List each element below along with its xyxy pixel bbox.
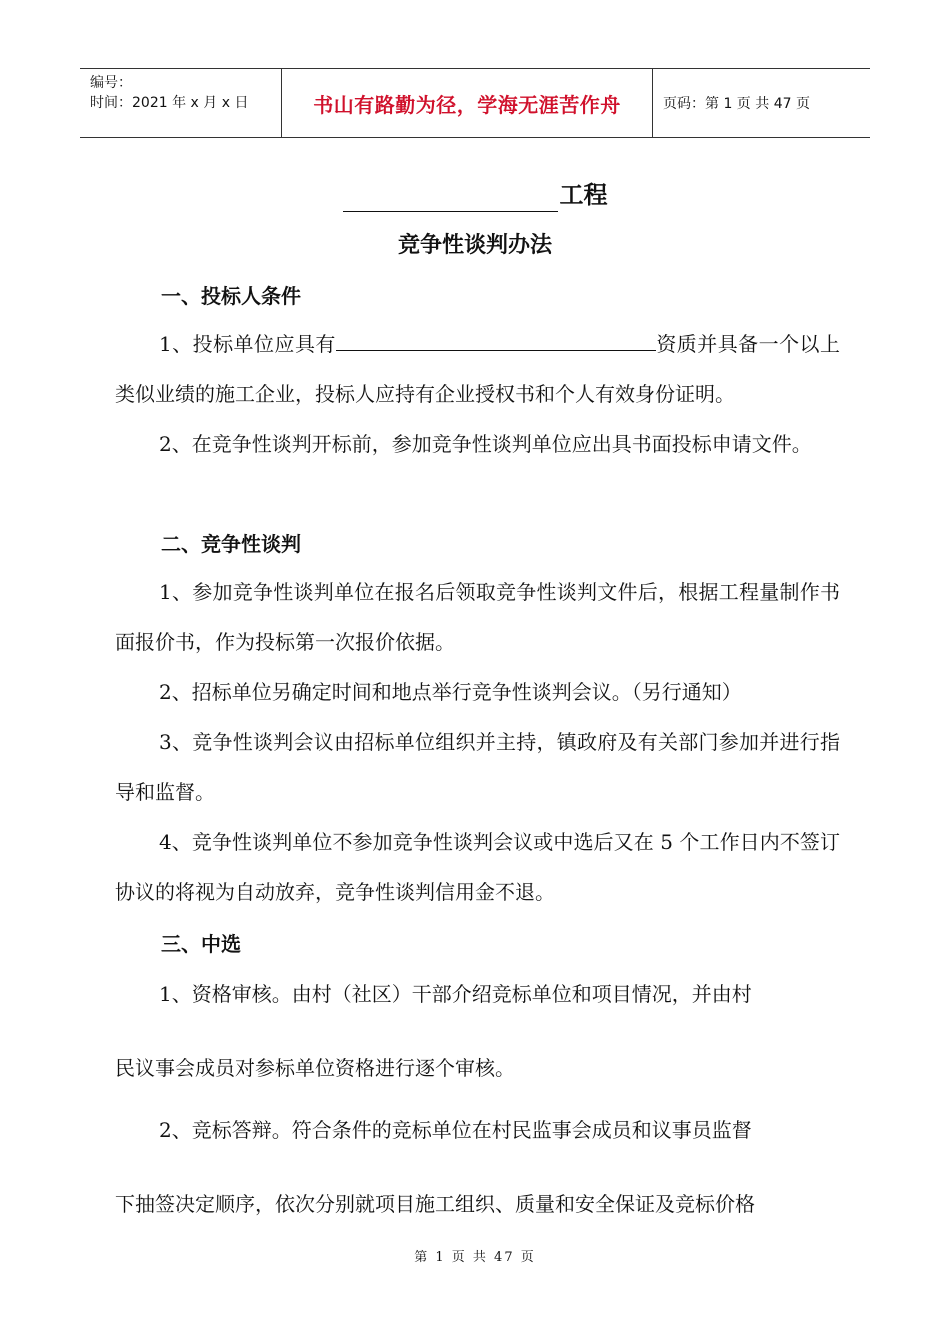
section-heading-2: 二、竞争性谈判 [161, 532, 301, 556]
section-2-paragraph-3: 3、竞争性谈判会议由招标单位组织并主持，镇政府及有关部门参加并进行指导和监督。 [115, 730, 840, 804]
paragraph-text: 资质并具备一个以上类似业绩的施工企业，投标人应持有企业授权书和个人有效身份证明。 [115, 332, 840, 406]
page-footer: 第 1 页 共 47 页 [414, 1250, 536, 1265]
section-3-paragraph-1-line-1: 1、资格审核。由村（社区）干部介绍竞标单位和项目情况，并由村 [159, 982, 752, 1006]
header-motto: 书山有路勤为径，学海无涯苦作舟 [282, 69, 653, 137]
section-3-paragraph-1-line-2: 民议事会成员对参标单位资格进行逐个审核。 [115, 1056, 515, 1080]
title-suffix: 工程 [559, 181, 608, 209]
time-label: 时间：2021 年 x 月 x 日 [90, 95, 249, 111]
section-1-paragraph-2: 2、在竞争性谈判开标前，参加竞争性谈判单位应出具书面投标申请文件。 [159, 432, 812, 456]
section-3-paragraph-2-line-1: 2、竞标答辩。符合条件的竞标单位在村民监事会成员和议事员监督 [159, 1118, 752, 1142]
number-label: 编号： [90, 75, 132, 91]
section-heading-3: 三、中选 [161, 932, 241, 956]
section-2-paragraph-2: 2、招标单位另确定时间和地点举行竞争性谈判会议。（另行通知） [159, 680, 742, 704]
section-1-paragraph-1 [115, 319, 840, 419]
header-meta [80, 69, 282, 137]
qualification-blank-line [336, 328, 656, 351]
document-title [0, 178, 950, 212]
title-blank-line [343, 185, 558, 212]
document-subtitle: 竞争性谈判办法 [397, 233, 552, 258]
section-2-paragraph-4: 4、竞争性谈判单位不参加竞争性谈判会议或中选后又在 5 个工作日内不签订协议的将视为自动放弃，竞争性谈判信用金不退。 [115, 830, 840, 904]
section-3-paragraph-2-line-2: 下抽签决定顺序，依次分别就项目施工组织、质量和安全保证及竞标价格 [115, 1192, 755, 1216]
header-page-info: 页码：第 1 页 共 47 页 [663, 96, 810, 112]
paragraph-text: 1、投标单位应具有 [159, 332, 336, 356]
section-heading-1: 一、投标人条件 [161, 284, 301, 308]
section-2-paragraph-1: 1、参加竞争性谈判单位在报名后领取竞争性谈判文件后，根据工程量制作书面报价书，作为投标第一次报价依据。 [115, 580, 840, 654]
document-header [80, 68, 870, 138]
